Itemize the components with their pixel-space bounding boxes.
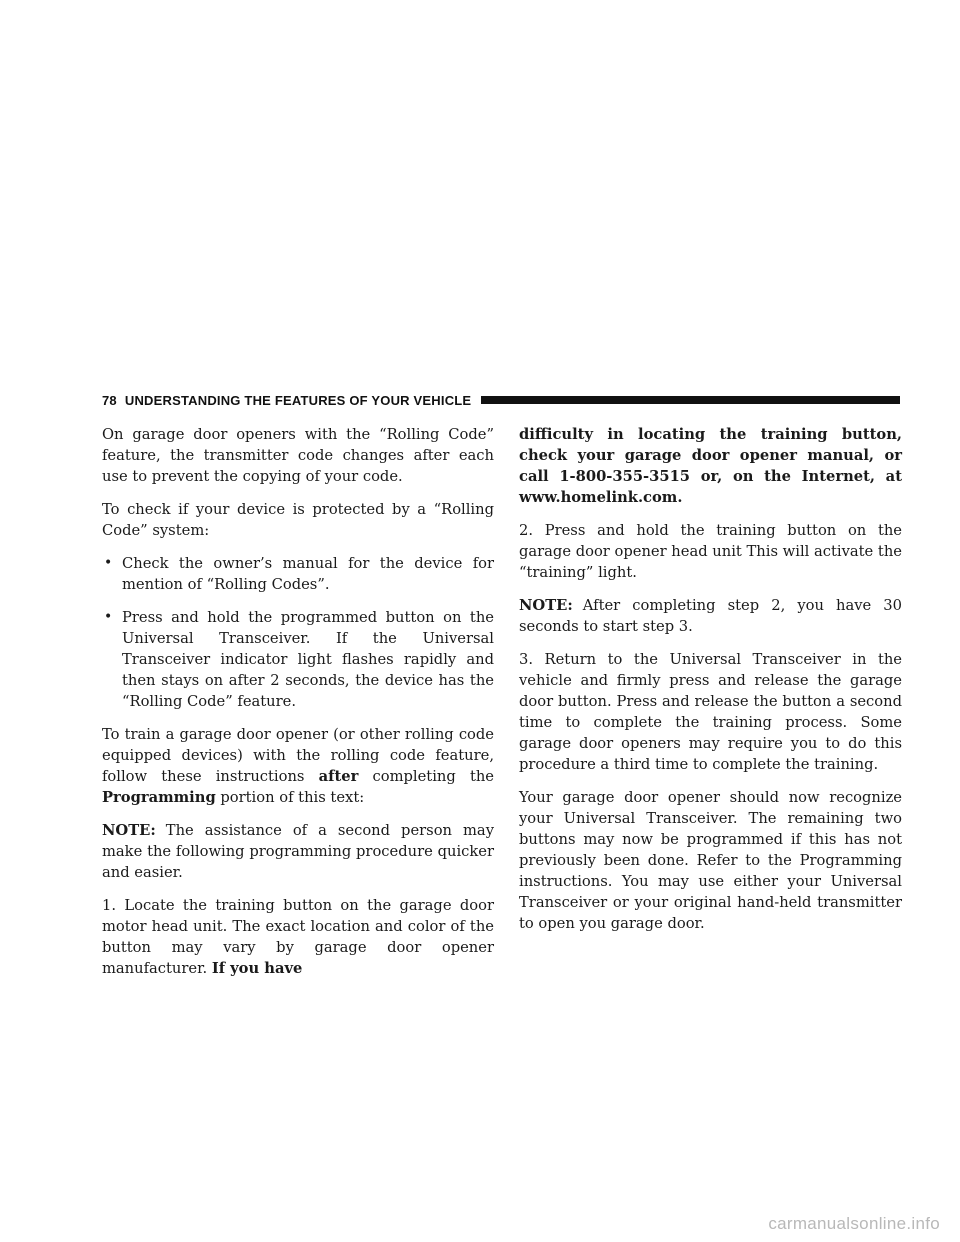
step-1-continued — [519, 424, 902, 508]
list-item — [102, 607, 494, 712]
list-item-text: Check the owner’s manual for the device for mention of “Rolling Codes”. — [122, 555, 494, 593]
text-run: completing the — [358, 768, 494, 785]
bullet-icon: • — [104, 609, 113, 625]
section-title: UNDERSTANDING THE FEATURES OF YOUR VEHICLE — [124, 392, 472, 408]
paragraph-rolling-code-intro: On garage door openers with the “Rolling Code” feature, the transmitter code changes after each use to prevent the copying of your code. — [102, 426, 494, 485]
note-30-seconds — [519, 595, 902, 637]
step-text: 1. Locate the training button on the garage door motor head unit. The exact location and color of the button may vary by garage door opener manufacturer. — [102, 897, 494, 977]
note-text: After completing step 2, you have 30 seconds to start step 3. — [519, 597, 902, 635]
emphasis-programming: Programming — [102, 789, 216, 806]
list-item-text: Press and hold the programmed button on the Universal Transceiver. If the Universal Transceiver indicator light flashes rapidly and then stays on after 2 seconds, the device has the “Rolling Code” feature. — [122, 609, 494, 710]
bullet-icon: • — [104, 555, 113, 571]
list-item — [102, 553, 494, 595]
note-second-person — [102, 820, 494, 883]
text-run: To train a garage door opener (or other rolling code equipped devices) with the rolling code feature, follow these instructions — [102, 726, 494, 785]
step-emphasis: If you have — [211, 960, 303, 977]
step-emphasis: difficulty in locating the training button, check your garage door opener manual, or call 1-800-355-3515 or, on the Internet, at www.homelink.com. — [519, 426, 902, 506]
paragraph-train-instructions — [102, 724, 494, 808]
step-1 — [102, 895, 494, 979]
paragraph-conclusion: Your garage door opener should now recognize your Universal Transceiver. The remaining two buttons may now be programmed if this has not previously been done. Refer to the Programming instructions. You may use either your Universal Transceiver or your original hand-held transmitter to open you garage door. — [519, 789, 902, 932]
step-3: 3. Return to the Universal Transceiver in the vehicle and firmly press and release the garage door button. Press and release the button a second time to complete the training process. Some garage door openers may require you to do this procedure a third time to complete the training. — [519, 651, 902, 773]
step-2: 2. Press and hold the training button on the garage door opener head unit This will activate the “training” light. — [519, 522, 902, 581]
emphasis-after: after — [318, 768, 359, 785]
page-number: 78 — [102, 392, 117, 408]
left-column — [102, 424, 494, 991]
note-label: NOTE: — [102, 822, 156, 839]
right-column — [519, 424, 902, 946]
header-rule — [481, 396, 900, 404]
note-text: The assistance of a second person may make the following programming procedure quicker and easier. — [102, 822, 494, 881]
text-run: portion of this text: — [215, 789, 365, 806]
note-label: NOTE: — [519, 597, 573, 614]
watermark: carmanualsonline.info — [768, 1214, 940, 1233]
check-list — [102, 553, 494, 712]
paragraph-check-device: To check if your device is protected by a “Rolling Code” system: — [102, 501, 494, 539]
page-header — [102, 391, 900, 409]
